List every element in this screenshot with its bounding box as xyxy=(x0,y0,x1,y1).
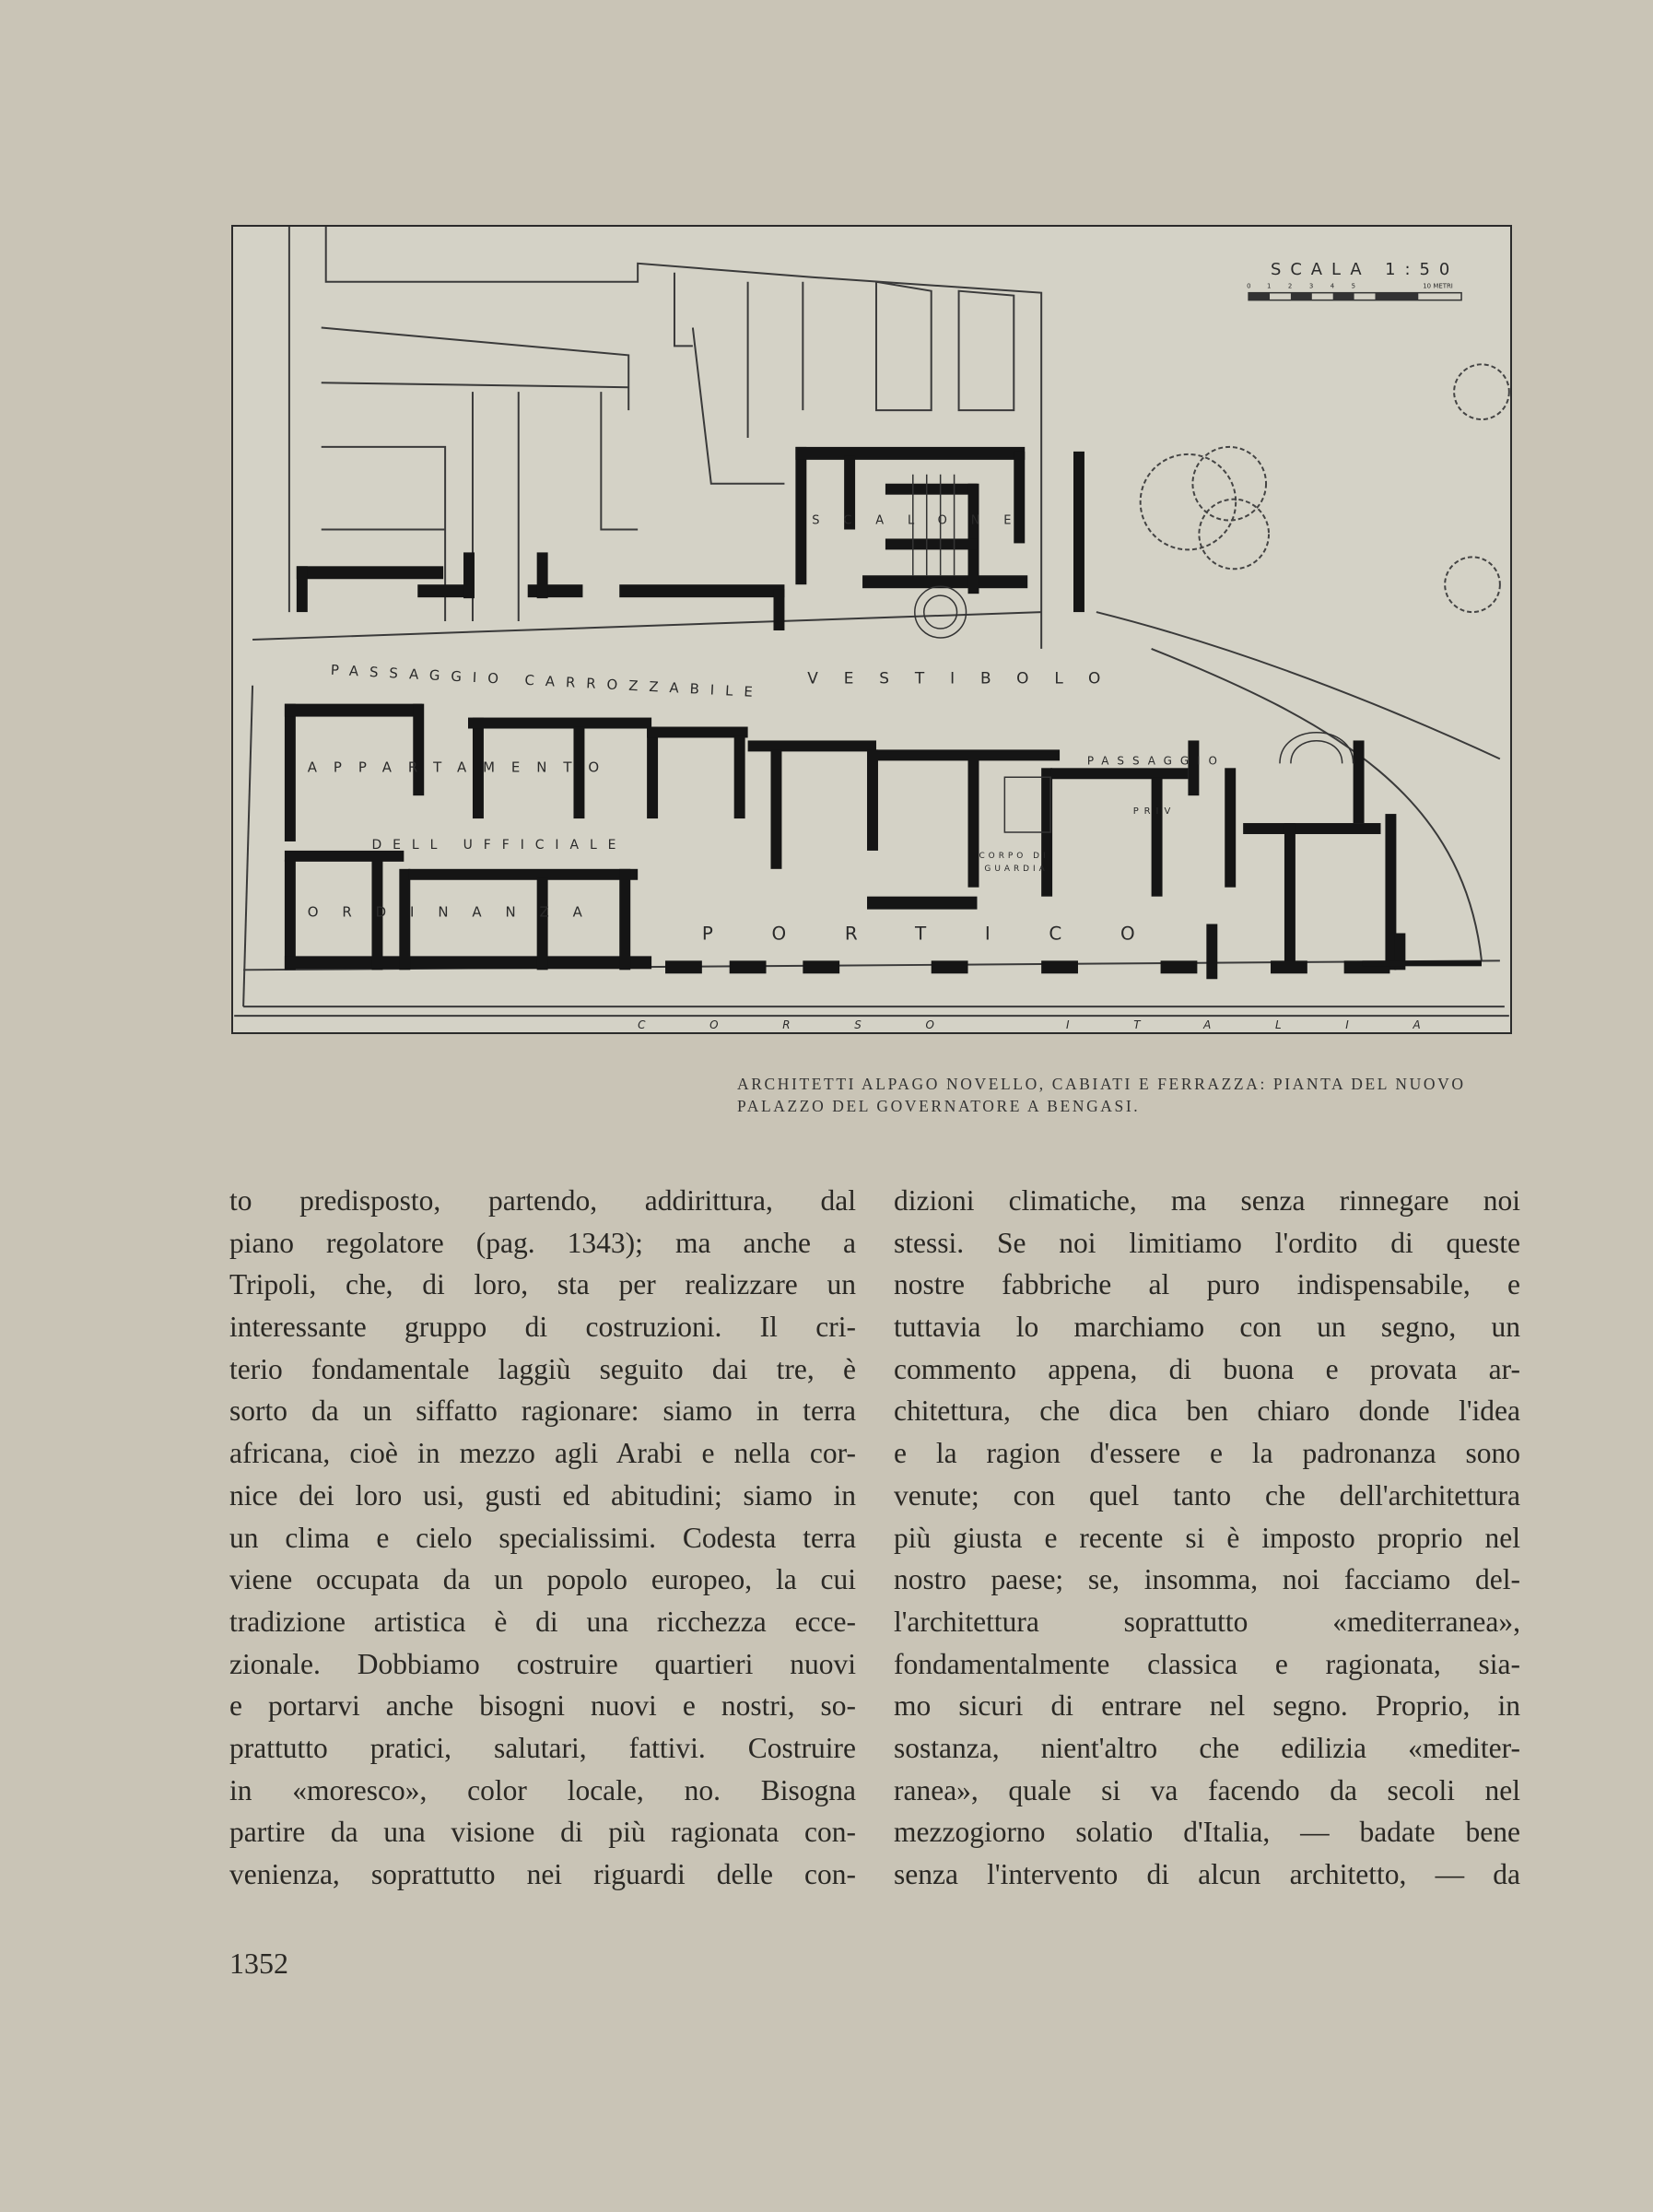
scale-title: SCALA 1:50 xyxy=(1271,259,1460,279)
text-line: un clima e cielo specialissimi. Codesta terra xyxy=(229,1521,856,1554)
text-line: zionale. Dobbiamo costruire quartieri nuovi xyxy=(229,1647,856,1680)
floor-plan-figure xyxy=(231,225,1512,1034)
scale-tick: 2 xyxy=(1287,282,1293,290)
caption-line: PALAZZO DEL GOVERNATORE A BENGASI. xyxy=(737,1097,1141,1115)
text-line: commento appena, di buona e provata ar- xyxy=(894,1352,1520,1385)
text-line: stessi. Se noi limitiamo l'ordito di queste xyxy=(894,1226,1520,1259)
text-line: tradizione artistica è di una ricchezza ecce- xyxy=(229,1605,856,1638)
text-line: mezzogiorno solatio d'Italia, — badate bene xyxy=(894,1816,1520,1849)
text-line: partire da una visione di più ragionata con- xyxy=(229,1816,856,1849)
text-line: l'architettura soprattutto «mediterranea», xyxy=(894,1605,1520,1638)
scale-tick: 3 xyxy=(1308,282,1314,290)
text-column-right xyxy=(894,1180,1520,1896)
text-line: e portarvi anche bisogni nuovi e nostri, so- xyxy=(229,1689,856,1723)
text-line: nice dei loro usi, gusti ed abitudini; siamo in xyxy=(229,1478,856,1512)
text-line: più giusta e recente si è imposto proprio nel xyxy=(894,1521,1520,1554)
scale-bar xyxy=(1247,283,1461,300)
text-line: prattutto pratici, salutari, fattivi. Costruire xyxy=(229,1731,856,1764)
text-line: viene occupata da un popolo europeo, la cui xyxy=(229,1563,856,1596)
scale-tick: 4 xyxy=(1330,282,1335,290)
label-dell-ufficiale: DELL UFFICIALE xyxy=(371,837,627,853)
scale-tick: 1 xyxy=(1267,282,1272,290)
text-line: tuttavia lo marchiamo con un segno, un xyxy=(894,1311,1520,1344)
label-vestibolo: VESTIBOLO xyxy=(807,668,1127,688)
text-line: nostro paese; se, insomma, noi facciamo del- xyxy=(894,1563,1520,1596)
label-scalone: SCALONE xyxy=(812,513,1036,528)
label-corpo-di-guardia: CORPO DI xyxy=(979,851,1049,861)
text-column-left xyxy=(229,1180,856,1896)
text-line: in «moresco», color locale, no. Bisogna xyxy=(229,1773,856,1806)
text-line: senza l'intervento di alcun architetto, — da xyxy=(894,1858,1520,1890)
text-line: interessante gruppo di costruzioni. Il cri- xyxy=(229,1311,856,1344)
text-line: sorto da un siffatto ragionare: siamo in terra xyxy=(229,1394,856,1428)
text-line: Tripoli, che, di loro, sta per realizzare un xyxy=(229,1268,856,1301)
floor-plan-drawing xyxy=(233,227,1510,1032)
text-line: mo sicuri di entrare nel segno. Proprio, in xyxy=(894,1689,1520,1723)
text-line: sostanza, nient'altro che edilizia «mediter- xyxy=(894,1731,1520,1764)
page-number: 1352 xyxy=(229,1947,288,1980)
scale-tick: 10 METRI xyxy=(1423,282,1453,290)
label-priv: PRIV xyxy=(1132,806,1177,818)
figure-caption xyxy=(737,1073,1520,1117)
text-line: chitettura, che dica ben chiaro donde l'idea xyxy=(894,1394,1520,1428)
label-passaggio: PASSAGGIO xyxy=(1086,754,1225,768)
label-appartamento: APPARTAMENTO xyxy=(307,759,616,776)
text-line: terio fondamentale laggiù seguito dai tre, è xyxy=(229,1352,856,1385)
text-line: venienza, soprattutto nei riguardi delle con- xyxy=(229,1858,856,1890)
text-line: piano regolatore (pag. 1343); ma anche a xyxy=(229,1226,856,1259)
text-line: ranea», quale si va facendo da secoli nel xyxy=(894,1773,1520,1806)
text-line: fondamentalmente classica e ragionata, sia- xyxy=(894,1647,1520,1680)
text-line: africana, cioè in mezzo agli Arabi e nella cor- xyxy=(229,1437,856,1470)
scale-tick: 0 xyxy=(1247,282,1251,290)
text-line: nostre fabbriche al puro indispensabile, e xyxy=(894,1268,1520,1301)
label-passaggio-carrozzabile: PASSAGGIO CARROZZABILE xyxy=(330,661,765,701)
label-corso-italia: CORSO ITALIA xyxy=(638,1018,1485,1032)
text-line: dizioni climatiche, ma senza rinnegare noi xyxy=(894,1184,1520,1217)
caption-line: ARCHITETTI ALPAGO NOVELLO, CABIATI E FERRAZZA: PIANTA DEL NUOVO xyxy=(737,1075,1466,1093)
label-corpo-di-guardia: GUARDIA xyxy=(984,864,1049,874)
scale-tick: 5 xyxy=(1351,282,1356,290)
label-portico: PORTICO xyxy=(701,923,1194,945)
text-line: e la ragion d'essere e la padronanza sono xyxy=(894,1437,1520,1470)
label-ordinanza: ORDINANZA xyxy=(307,903,606,921)
text-line: to predisposto, partendo, addirittura, dal xyxy=(229,1184,856,1217)
text-line: venute; con quel tanto che dell'architettura xyxy=(894,1478,1520,1512)
